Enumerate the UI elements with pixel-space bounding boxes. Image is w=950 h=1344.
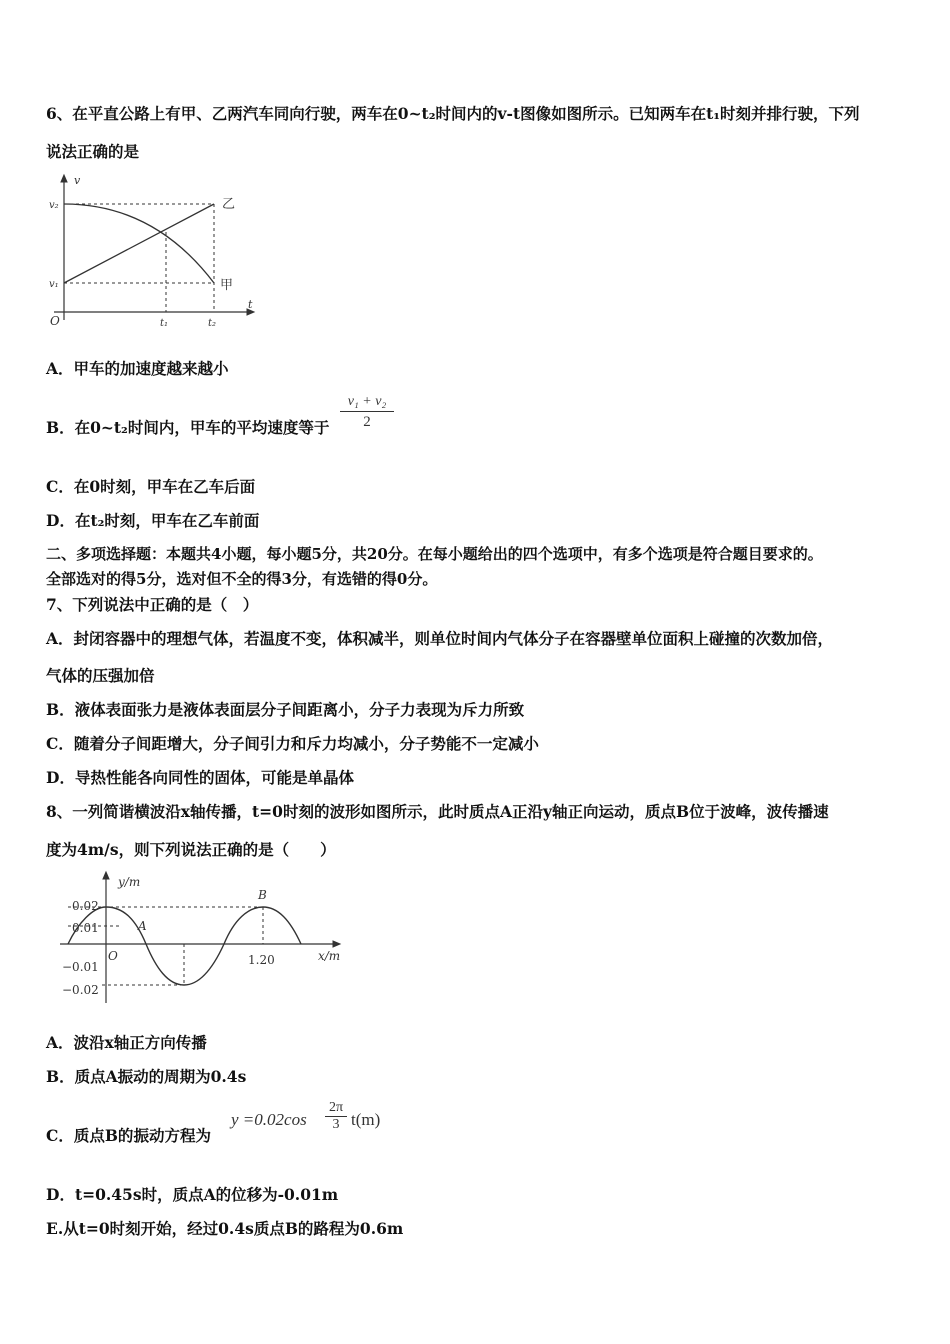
q8-option-b: B．质点A振动的周期为0.4s: [46, 1067, 247, 1086]
q6-axis-v-label: v: [74, 174, 81, 187]
q8-eq-fraction: [325, 1100, 347, 1133]
q8-x-tick-1.20: 1.20: [248, 953, 275, 967]
q6-label-jia: 甲: [220, 278, 234, 293]
q8-stem-line2: 度为4m/s，则下列说法正确的是（ ）: [46, 840, 336, 859]
q6-label-yi: 乙: [222, 197, 236, 212]
q6-t2-label: t₂: [208, 318, 217, 329]
q8-y-tick-neg0.01: −0.01: [62, 960, 99, 974]
q8-point-a-label: A: [138, 919, 147, 933]
q6-axis-t-label: t: [248, 298, 253, 311]
q6-stem-line2: 说法正确的是: [46, 142, 140, 161]
q6-line-yi: [64, 204, 214, 283]
q8-y-arrow: [103, 872, 109, 879]
q6-v2-label: v₂: [49, 200, 59, 211]
q7-stem: 7、下列说法中正确的是（ ）: [46, 595, 259, 614]
q7-option-c: C．随着分子间距增大，分子间引力和斥力均减小，分子势能不一定减小: [46, 734, 539, 753]
q8-y-tick-0.01: 0.01: [72, 921, 99, 935]
q7-option-a-line1: A．封闭容器中的理想气体，若温度不变，体积减半，则单位时间内气体分子在容器壁单位面积上碰撞的次数加倍，: [46, 629, 834, 648]
q6-fraction-den: 2: [363, 414, 371, 430]
q7-option-d: D．导热性能各向同性的固体，可能是单晶体: [46, 768, 354, 787]
q6-option-b: B．在0~t₂时间内，甲车的平均速度等于: [46, 418, 330, 437]
q8-eq-num: 2π: [325, 1100, 347, 1117]
q6-fraction-num: v₁ + v₂: [340, 394, 394, 412]
q8-eq-left: y =0.02cos: [231, 1110, 307, 1129]
q6-v1-label: v₁: [49, 279, 59, 290]
q6-option-d: D．在t₂时刻，甲车在乙车前面: [46, 511, 260, 530]
q8-y-label: y/m: [118, 875, 141, 889]
q8-y-tick-0.02: 0.02: [72, 899, 99, 913]
q8-option-c: C．质点B的振动方程为: [46, 1126, 211, 1145]
q8-x-label: x/m: [318, 949, 341, 963]
q6-option-b-fraction: [340, 394, 394, 431]
section2-line1: 二、多项选择题：本题共4小题，每小题5分，共20分。在每小题给出的四个选项中，有多个选项是符合题目要求的。: [46, 545, 823, 563]
q8-option-e: E.从t=0时刻开始，经过0.4s质点B的路程为0.6m: [46, 1219, 404, 1238]
q6-t1-label: t₁: [160, 318, 169, 329]
q6-origin-label: O: [50, 314, 60, 328]
q6-vt-graph: [44, 170, 264, 332]
q8-option-d: D．t=0.45s时，质点A的位移为-0.01m: [46, 1185, 339, 1204]
section2-line2: 全部选对的得5分，选对但不全的得3分，有选错的得0分。: [46, 570, 438, 588]
q8-option-a: A．波沿x轴正方向传播: [46, 1033, 207, 1052]
q8-x-arrow: [333, 941, 340, 947]
q6-option-c: C．在0时刻，甲车在乙车后面: [46, 477, 256, 496]
q8-eq-right: t(m): [351, 1110, 381, 1129]
q8-eq-den: 3: [332, 1117, 340, 1132]
q8-y-tick-neg0.02: −0.02: [62, 983, 99, 997]
q8-origin-label: O: [108, 949, 118, 963]
q6-stem-line1: 6、在平直公路上有甲、乙两汽车同向行驶，两车在0~t₂时间内的v-t图像如图所示。已知两车在t₁时刻并排行驶，下列: [46, 104, 860, 123]
q8-stem-line1: 8、一列简谐横波沿x轴传播，t=0时刻的波形如图所示，此时质点A正沿y轴正向运动，质点B位于波峰，波传播速: [46, 802, 829, 821]
q7-option-a-line2: 气体的压强加倍: [46, 666, 155, 685]
q8-wave-graph: [58, 868, 358, 1008]
q6-option-a: A．甲车的加速度越来越小: [46, 359, 229, 378]
q6-v-arrow: [61, 175, 67, 182]
q8-point-b-label: B: [258, 888, 267, 902]
q7-option-b: B．液体表面张力是液体表面层分子间距离小，分子力表现为斥力所致: [46, 700, 525, 719]
